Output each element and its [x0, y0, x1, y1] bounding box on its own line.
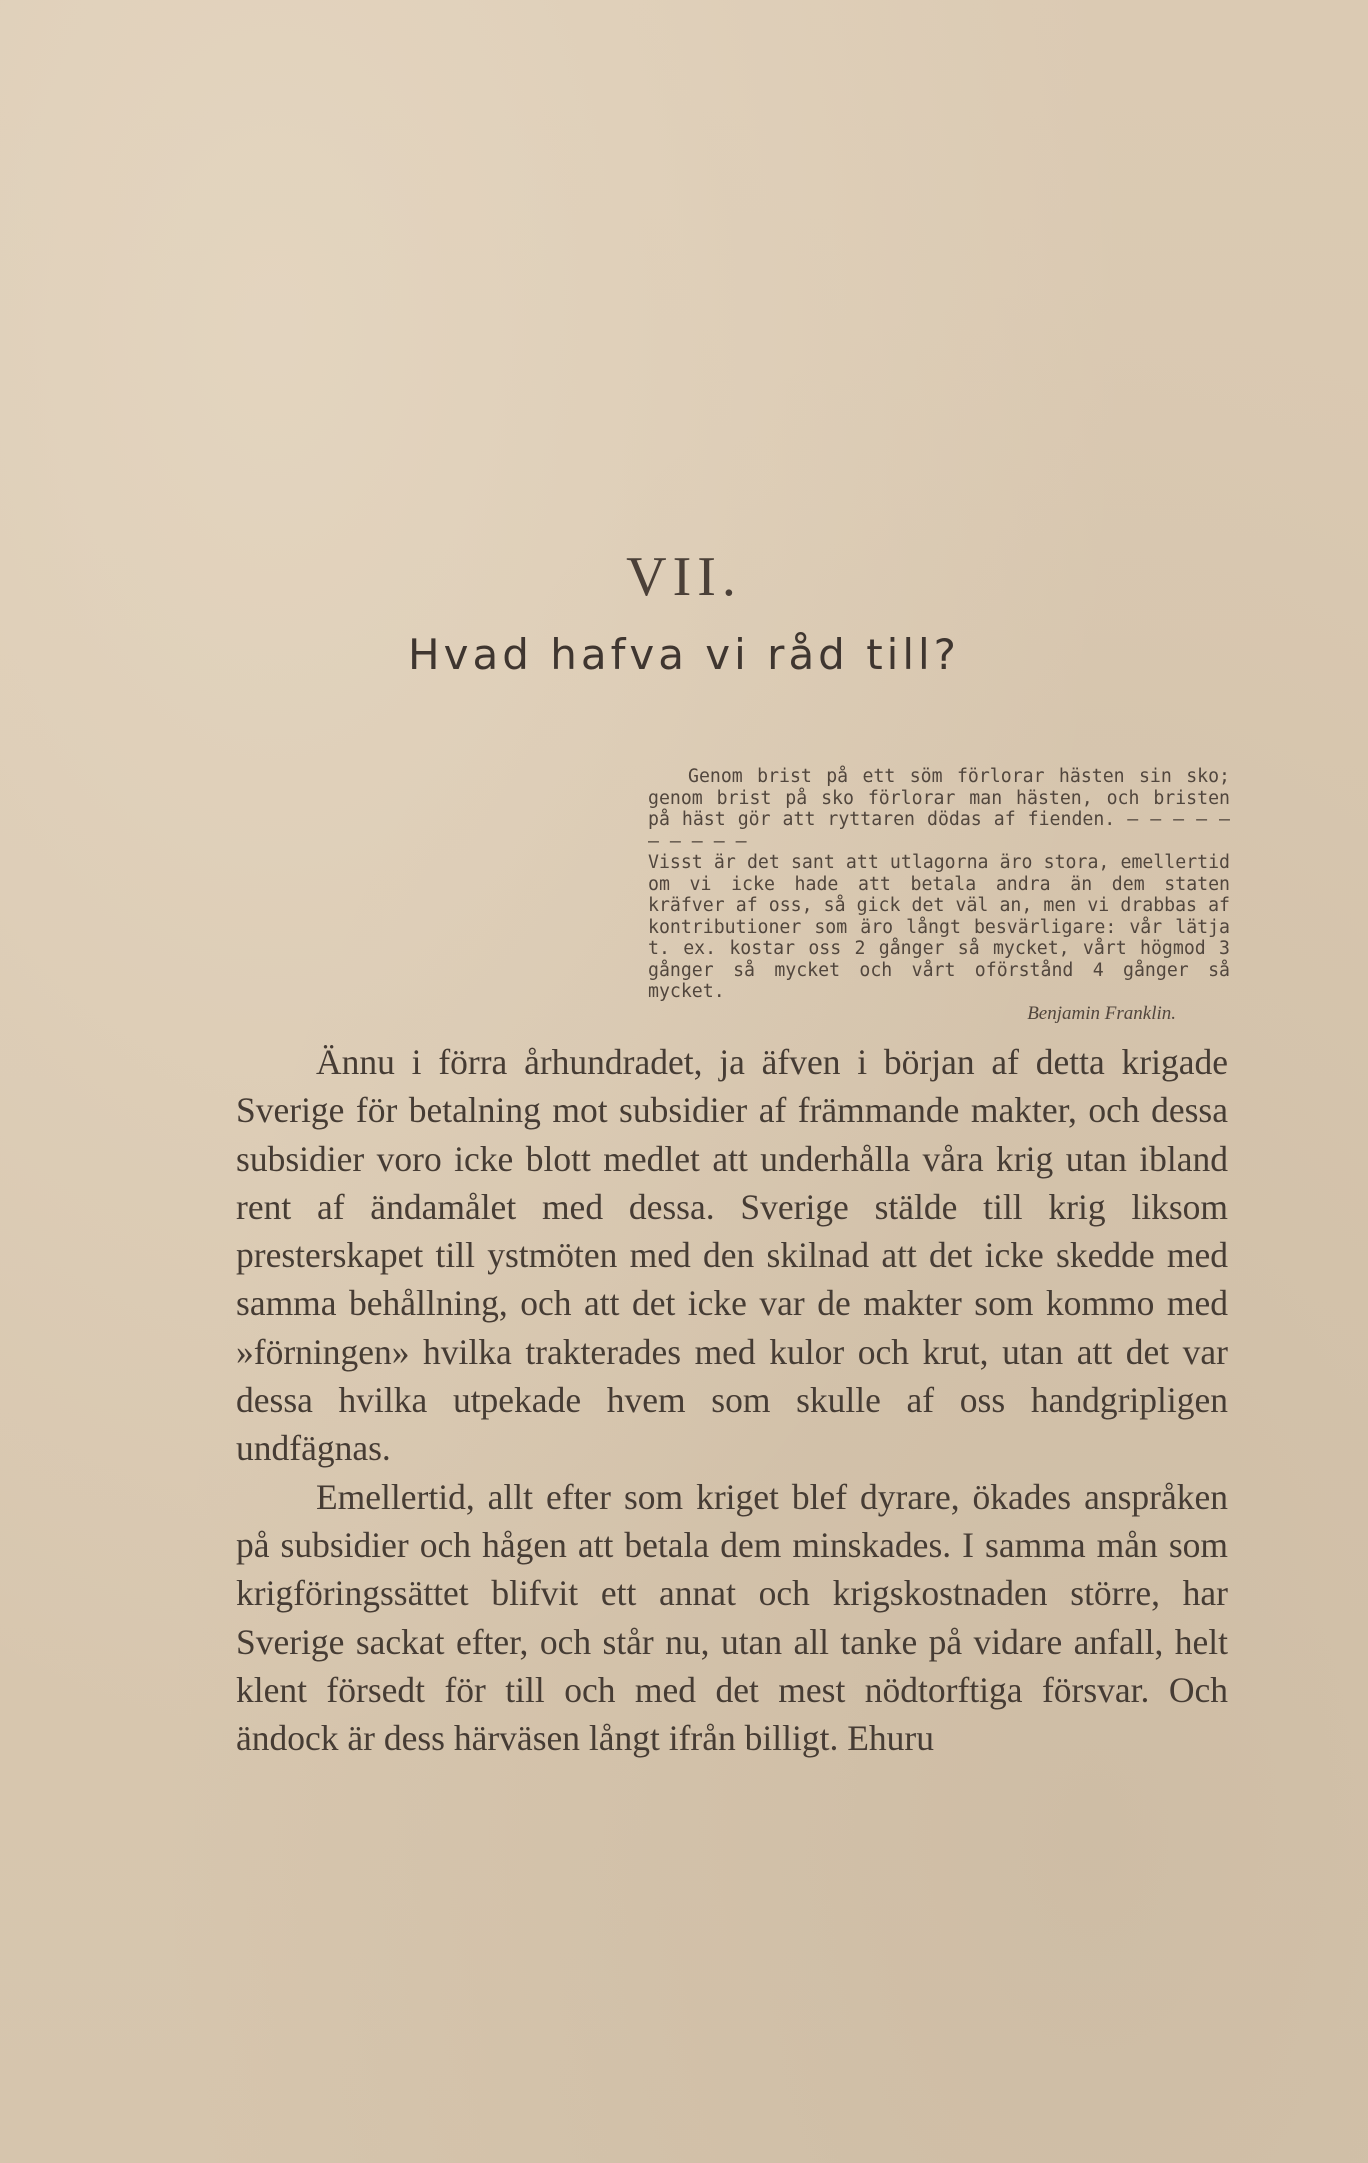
body-paragraph-1: Ännu i förra århundradet, ja äfven i början af detta krigade Sverige för betalning mot subsidier af främmande makter, och dessa subsidier voro icke blott medlet att underhålla våra krig utan ibland rent af ändamålet med dessa. Sverige stälde till krig liksom presterskapet till ystmöten med den skilnad att det icke skedde med samma behållning, och att det icke var de makter som kommo med »förningen» hvilka trakterades med kulor och krut, utan att det var dessa hvilka utpekade hvem som skulle af oss handgripligen undfägnas. — [236, 1042, 1228, 1469]
body-paragraph-2: Emellertid, allt efter som kriget blef dyrare, ökades anspråken på subsidier och hågen att betala dem minskades. I samma mån som krigföringssättet blifvit ett annat och krigskostnaden större, har Sverige sackat efter, och står nu, utan all tanke på vidare anfall, helt klent försedt för till och med det mest nödtorftiga försvar. Och ändock är dess härväsen långt ifrån billigt. Ehuru — [236, 1476, 1228, 1759]
epigraph — [648, 766, 1230, 1024]
epigraph-paragraph-2: Visst är det sant att utlagorna äro stora, emellertid om vi icke hade att betala andra än dem staten kräfver af oss, så gick det väl an, men vi drabbas af kontributioner som äro långt besvärligare: vår lätja t. ex. kostar oss 2 gånger så mycket, vårt högmod 3 gånger så mycket och vårt oförstånd 4 gånger så mycket. — [648, 852, 1230, 1002]
chapter-title: Hvad hafva vi råd till? — [408, 630, 960, 679]
chapter-number: VII. — [626, 546, 742, 608]
body-text — [236, 1038, 1228, 1762]
epigraph-attribution: Benjamin Franklin. — [1027, 1002, 1176, 1024]
epigraph-paragraph-1: Genom brist på ett söm förlorar hästen sin sko; genom brist på sko förlorar man hästen, och bristen på häst gör att ryttaren dödas af fienden. — — — — — — — — — — — [648, 766, 1230, 852]
